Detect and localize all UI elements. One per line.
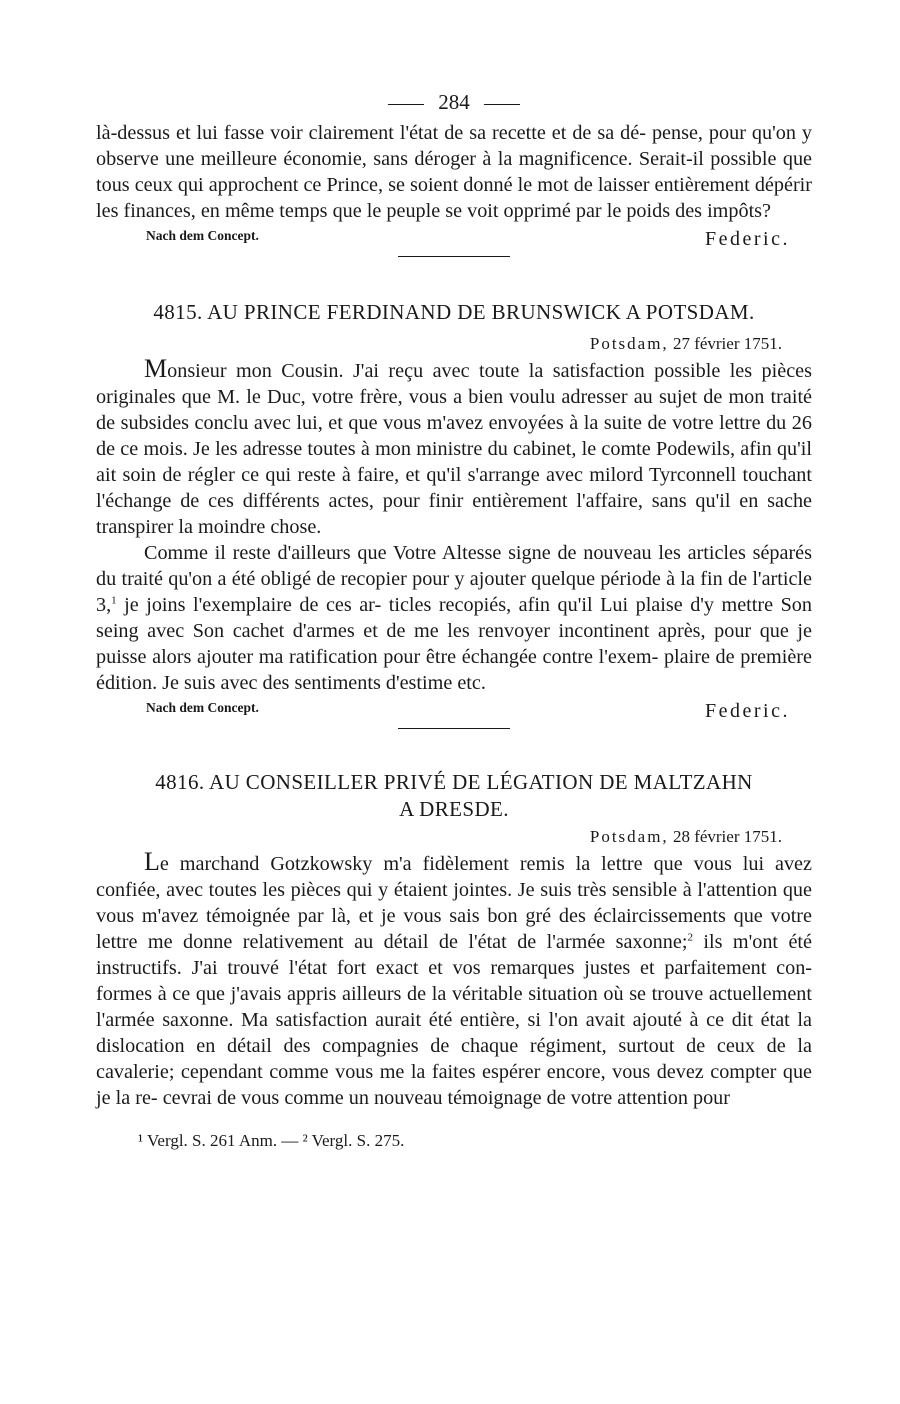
text-line: puisse alors ajouter ma ratification pour être échangée contre l'exem- <box>96 646 659 668</box>
text-line: plaire de première édition. Je suis avec des sentiments d'estime etc. <box>96 646 812 694</box>
text-line: si l'on avait ajouté à ce dit état la dislocation en détail des compagnies <box>96 1009 813 1057</box>
dateline-date: 27 février 1751. <box>672 334 782 353</box>
initial-letter: M <box>144 354 168 383</box>
intro-paragraph <box>96 120 812 224</box>
letter-4815-heading: 4815. AU PRINCE FERDINAND DE BRUNSWICK A POTSDAM. <box>153 300 755 324</box>
footnote-ref: 1 <box>111 594 117 607</box>
letter-4815-dateline <box>96 332 812 356</box>
text-line: ticles recopiés, afin qu'il Lui plaise d'y mettre Son seing avec Son <box>96 594 812 642</box>
heading-line: 4816. AU CONSEILLER PRIVÉ DE LÉGATION DE MALTZAHN <box>155 770 753 794</box>
text-line: quelque période à la fin de l'article 3, <box>96 568 812 616</box>
text-line: onsieur mon Cousin. J'ai reçu avec toute la satisfaction possible <box>167 360 721 382</box>
page-number-text: 284 <box>438 90 470 114</box>
text-line: vous m'avez envoyées à la suite de votre lettre du 26 de ce mois. Je <box>96 412 812 460</box>
text-line: très sensible à l'attention que vous m'avez témoignée par là, et je vous <box>96 879 812 927</box>
intro-signature-row <box>96 224 812 254</box>
letter-4816-heading <box>96 769 812 823</box>
text-line: trouvé l'état fort exact et vos remarques justes et parfaitement con- <box>227 957 813 979</box>
text-line: les adresse toutes à mon ministre du cabinet, le comte Podewils, afin <box>215 438 772 460</box>
letter-4815-signature-row <box>96 696 812 726</box>
signature: Federic. <box>705 228 790 250</box>
page-number <box>96 84 812 120</box>
source-note: Nach dem Concept. <box>146 700 259 715</box>
footnote-ref: 2 <box>687 931 693 944</box>
text-line: vous me la faites espérer encore, vous devez compter que je la re- <box>96 1061 812 1109</box>
source-note: Nach dem Concept. <box>146 228 259 243</box>
text-line: milord Tyrconnell touchant l'échange de ces différents actes, pour finir <box>96 464 812 512</box>
heading-line: A DRESDE. <box>399 797 509 821</box>
page-number-dash-right <box>484 104 520 105</box>
text-line: se soient donné le mot de laisser entièrement dépérir les finances, en <box>96 174 812 222</box>
letter-4816-dateline <box>96 825 812 849</box>
text-line: même temps que le peuple se voit opprimé par le poids des impôts? <box>224 200 771 222</box>
text-line: magnificence. Serait-il possible que tous ceux qui approchent ce Prince, <box>96 148 812 196</box>
text-line: articles séparés du traité qu'on a été obligé de recopier pour y ajouter <box>96 542 813 590</box>
text-line: formes à ce que j'avais appris ailleurs de la véritable situation où se <box>96 983 647 1005</box>
text-line: e marchand Gotzkowsky m'a fidèlement remis la lettre que vous <box>159 853 732 875</box>
text-line: qu'il ait soin de régler ce qui reste à faire, et qu'il s'arrange avec <box>96 438 812 486</box>
footnotes: ¹ Vergl. S. 261 Anm. — ² Vergl. S. 275. <box>138 1131 405 1150</box>
text-line: adresser au sujet de mon traité de subsides conclu avec lui, et que <box>96 386 813 434</box>
text-line: je joins l'exemplaire de ces ar- <box>116 594 382 616</box>
text-line: entièrement l'affaire, sans qu'il en sache transpirer la moindre chose. <box>96 490 812 538</box>
letter-4815-paragraph-2 <box>96 540 812 696</box>
letter-4816-paragraph-1 <box>96 849 812 1111</box>
dateline-place: Potsdam, <box>589 334 669 353</box>
text-line: ils m'ont été instructifs. J'ai <box>96 931 812 979</box>
text-line: Comme il reste d'ailleurs que Votre Altesse signe de nouveau les <box>144 542 681 564</box>
text-line: au détail de l'état de l'armée saxonne; <box>354 931 688 953</box>
signature: Federic. <box>705 700 790 722</box>
text-line: de chaque régiment, surtout de ceux de la cavalerie; cependant comme <box>96 1035 812 1083</box>
dateline-place: Potsdam, <box>589 827 669 846</box>
text-line: cachet d'armes et de me les renvoyer incontinent après, pour que je <box>232 620 812 642</box>
page-number-dash-left <box>388 104 424 105</box>
text-line: là-dessus et lui fasse voir clairement l'état de sa recette et de sa dé- <box>96 122 646 144</box>
initial-letter: L <box>144 847 160 876</box>
text-line: pense, pour qu'on y observe une meilleure économie, sans déroger à la <box>96 122 813 170</box>
text-line: les pièces originales que M. le Duc, votre frère, vous a bien voulu <box>96 360 812 408</box>
text-line: trouve actuellement l'armée saxonne. Ma satisfaction aurait été entière, <box>96 983 812 1031</box>
text-line: cevrai de vous comme un nouveau témoignage de votre attention pour <box>162 1087 730 1109</box>
dateline-date: 28 février 1751. <box>672 827 782 846</box>
letter-4815-paragraph-1 <box>96 356 812 540</box>
text-line: lui avez confiée, avec toutes les pièces qui y étaient jointes. Je suis <box>96 853 812 901</box>
document-page <box>96 84 812 1151</box>
text-line: sais bon gré des éclaircissements que votre lettre me donne relativement <box>96 905 812 953</box>
